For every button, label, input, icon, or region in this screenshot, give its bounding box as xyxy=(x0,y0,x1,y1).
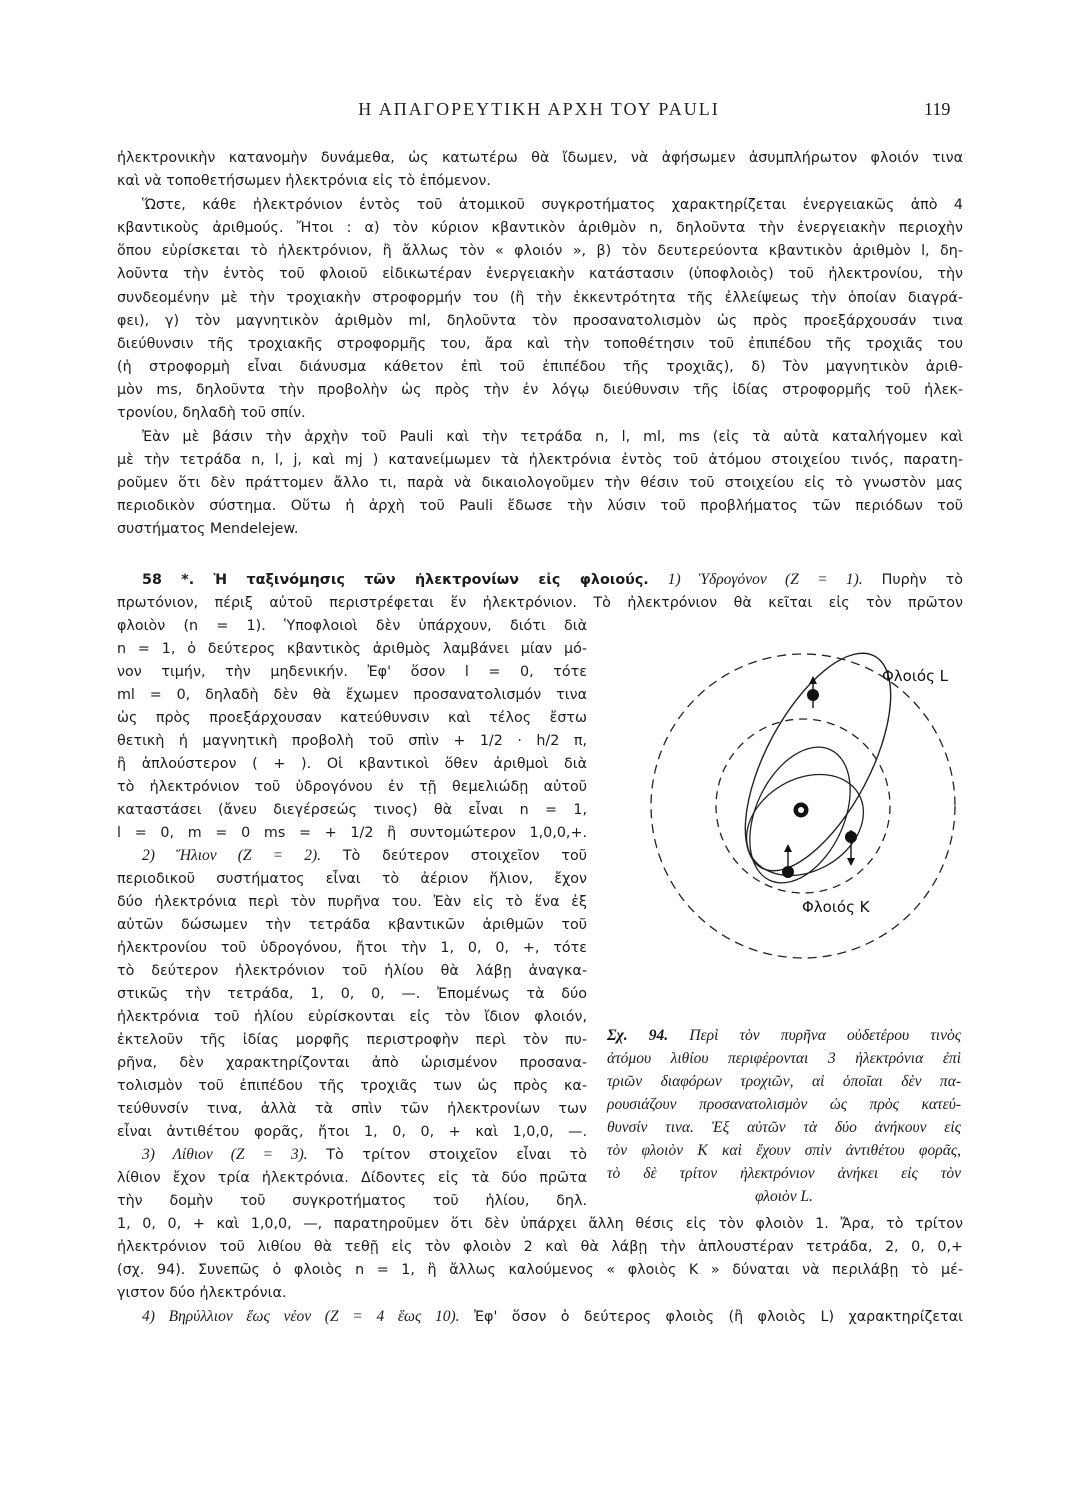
text-line: πρωτόνιον, πέριξ αὐτοῦ περιστρέφεται ἕν ἠλεκτρόνιον. Τὸ ἠλεκτρόνιον θὰ κεῖται εἰς τὸν πρῶτον xyxy=(117,595,963,611)
figure-caption-line: τριῶν διαφόρων τροχιῶν, αἱ ὁποῖαι δὲν πα- xyxy=(607,1073,961,1090)
text-line: φει), γ) τὸν μαγνητικὸν ἀριθμὸν ml, δηλοῦντα τὸν προσανατολισμὸν ὡς πρὸς προεξάρχουσάν τινα xyxy=(117,313,963,329)
text-fragment: Ἐφ' ὅσον ὁ δεύτερος φλοιὸς (ἢ φλοιὸς L) χαρακτηρίζεται xyxy=(473,1309,964,1325)
figure-caption-line xyxy=(607,1025,961,1047)
text-line: διεύθυνσιν τῆς τροχιακῆς στροφορμῆς του, ἄρα καὶ τὴν τοποθέτησιν τοῦ ἐπιπέδου τῆς τροχιᾶς του xyxy=(117,336,963,352)
running-header: Η ΑΠΑΓΟΡΕΥΤΙΚΗ ΑΡΧΗ ΤΟΥ PAULI xyxy=(358,99,720,119)
page-number: 119 xyxy=(924,99,951,119)
text-line: κβαντικοὺς ἀριθμούς. Ἤτοι : α) τὸν κύριον κβαντικὸν ἀριθμὸν n, δηλοῦντα τὴν ἐνεργειακὴν περιοχὴν xyxy=(117,220,963,236)
text-line: ἠλεκτρόνια τοῦ ἡλίου εὑρίσκονται εἰς τὸν ἴδιον φλοιόν, xyxy=(117,1009,587,1025)
caption-fragment: Περὶ τὸν πυρῆνα οὐδετέρου τινὸς xyxy=(689,1027,961,1044)
text-line: συστήματος Mendelejew. xyxy=(117,521,299,537)
figure-caption-line: τὸν φλοιὸν K καὶ ἔχουν σπὶν ἀντιθέτου φορᾶς, xyxy=(607,1142,961,1159)
text-fragment: Τὸ τρίτον στοιχεῖον εἶναι τὸ xyxy=(326,1147,587,1163)
hydrogen-label: 1) Ὑδρογόνον (Z = 1). xyxy=(667,571,863,588)
text-fragment: Πυρὴν τὸ xyxy=(881,572,964,588)
text-fragment: Τὸ δεύτερον στοιχεῖον τοῦ xyxy=(342,848,587,864)
text-line: τὴν δομὴν τοῦ συγκροτήματος τοῦ ἡλίου, δηλ. xyxy=(117,1193,587,1209)
shell-l-label: Φλοιός L xyxy=(882,667,949,685)
text-line: νον τιμήν, τὴν μηδενικήν. Ἐφ' ὅσον l = 0, τότε xyxy=(117,664,587,680)
text-line: συνδεομένην μὲ τὴν τροχιακὴν στροφορμήν του (ἢ τὴν ἐκκεντρότητα τῆς ἐλλείψεως τὴν ὁποίαν διαγρά- xyxy=(117,290,963,306)
figure-caption-line: τὸ δὲ τρίτον ἠλεκτρόνιον ἀνήκει εἰς τὸν xyxy=(607,1165,961,1182)
text-line: δύο ἠλεκτρόνια περὶ τὸν πυρῆνα του. Ἐὰν εἰς τὸ ἕνα ἐξ xyxy=(117,894,587,910)
text-line: ἢ ἁπλούστερον ( + ). Οἱ κβαντικοὶ ὅθεν ἀριθμοὶ διὰ xyxy=(117,756,587,772)
text-line xyxy=(142,1307,963,1327)
figure-caption-line: ἀτόμου λιθίου περιφέρονται 3 ἠλεκτρόνια ἐπὶ xyxy=(607,1050,961,1067)
text-line: καταστάσει (ἄνευ διεγέρσεώς τινος) θὰ εἶναι n = 1, xyxy=(117,802,587,818)
text-line: ροῦμεν ὅτι δὲν πράττομεν ἄλλο τι, παρὰ νὰ δικαιολογοῦμεν τὴν θέσιν τοῦ στοιχείου εἰς τὸ γνωστὸν μας xyxy=(117,475,963,491)
shell-k-label: Φλοιός K xyxy=(802,898,870,916)
lithium-atom-diagram xyxy=(620,640,965,1020)
figure-number: Σχ. 94. xyxy=(607,1027,669,1044)
text-line: λοῦντα τὴν ἐντὸς τοῦ φλοιοῦ εἰδικωτέραν ἐνεργειακὴν κατάστασιν (ὑποφλοιὸς) τοῦ ἠλεκτρονίου, τὴν xyxy=(117,266,963,282)
text-line: l = 0, m = 0 ms = + 1/2 ἢ συντομώτερον 1,0,0,+. xyxy=(117,825,587,841)
figure-caption-line: ρουσιάζουν προσανατολισμὸν ὡς πρὸς κατεύ- xyxy=(607,1096,961,1113)
section-heading-line xyxy=(142,570,963,590)
text-line: ὡς πρὸς προεξάρχουσαν κατεύθυνσιν καὶ τέλος ἔστω xyxy=(117,710,587,726)
spin-arrow-head xyxy=(784,844,792,852)
text-line: Ἐὰν μὲ βάσιν τὴν ἀρχὴν τοῦ Pauli καὶ τὴν τετράδα n, l, ml, ms (εἰς τὰ αὐτὰ καταλήγομεν καὶ xyxy=(142,429,963,445)
text-line xyxy=(142,1145,587,1165)
nucleus-highlight xyxy=(798,807,804,813)
text-line: τὸ ἠλεκτρόνιον τοῦ ὑδρογόνου ἐν τῇ θεμελιώδῃ αὐτοῦ xyxy=(117,779,587,795)
text-line: εἶναι ἀντιθέτου φορᾶς, ἤτοι 1, 0, 0, + καὶ 1,0,0, —. xyxy=(117,1124,587,1140)
text-line: λίθιον ἔχον τρία ἠλεκτρόνια. Δίδοντες εἰς τὰ δύο πρῶτα xyxy=(117,1170,587,1186)
text-line: 1, 0, 0, + καὶ 1,0,0, —, παρατηροῦμεν ὅτι δὲν ὑπάρχει ἄλλη θέσις εἰς τὸν φλοιὸν 1. Ἄρα, τὸ τρίτον xyxy=(117,1216,963,1232)
text-line: (σχ. 94). Συνεπῶς ὁ φλοιὸς n = 1, ἢ ἄλλως καλούμενος « φλοιὸς K » δύναται νὰ περιλάβῃ τὸ μέ- xyxy=(117,1262,963,1278)
text-line: θετικὴ ἡ μαγνητικὴ προβολὴ τοῦ σπὶν + 1/2 · h/2 π, xyxy=(117,733,587,749)
text-line: καὶ νὰ τοποθετήσωμεν ἠλεκτρόνια εἰς τὸ ἑπόμενον. xyxy=(117,173,491,189)
text-line: τολισμὸν τοῦ ἐπιπέδου τῆς τροχιᾶς των ὡς πρὸς κα- xyxy=(117,1078,587,1094)
text-line: τεύθυνσίν τινα, ἀλλὰ τὰ σπὶν τῶν ἠλεκτρονίων των xyxy=(117,1101,587,1117)
text-line: n = 1, ὁ δεύτερος κβαντικὸς ἀριθμὸς λαμβάνει μίαν μό- xyxy=(117,641,587,657)
text-line: αὐτῶν δώσωμεν τὴν τετράδα κβαντικῶν ἀριθμῶν τοῦ xyxy=(117,917,587,933)
text-line: τρονίου, δηλαδὴ τοῦ σπίν. xyxy=(117,405,306,421)
text-line: (ἡ στροφορμὴ εἶναι διάνυσμα κάθετον ἐπὶ τοῦ ἐπιπέδου τῆς τροχιᾶς), δ) Τὸν μαγνητικὸν ἀριθ- xyxy=(117,359,963,375)
text-line: στικῶς τὴν τετράδα, 1, 0, 0, —. Ἐπομένως τὰ δύο xyxy=(117,986,587,1002)
section-heading: 58 *. Ἡ ταξινόμησις τῶν ἠλεκτρονίων εἰς φλοιούς. xyxy=(142,572,649,588)
figure-caption-line: φλοιὸν L. xyxy=(754,1188,814,1205)
text-line: περιοδικὸν σύστημα. Οὕτω ἡ ἀρχὴ τοῦ Pauli ἔδωσε τὴν λύσιν τοῦ προβλήματος τῶν περιόδων τοῦ xyxy=(117,498,963,514)
text-line: μὲ τὴν τετράδα n, l, j, καὶ mj ) κατανείμωμεν τὰ ἠλεκτρόνια ἐντὸς τοῦ ἀτόμου στοιχείου τινός, παρατη- xyxy=(117,452,963,468)
text-line: φλοιὸν (n = 1). Ὑποφλοιοὶ δὲν ὑπάρχουν, διότι διὰ xyxy=(117,618,587,634)
lithium-label: 3) Λίθιον (Z = 3). xyxy=(142,1146,308,1163)
text-line: περιοδικοῦ συστήματος εἶναι τὸ ἀέριον ἥλιον, ἔχον xyxy=(117,871,587,887)
beryllium-label: 4) Βηρύλλιον ἕως νέον (Z = 4 ἕως 10). xyxy=(142,1308,460,1325)
text-line: Ὥστε, κάθε ἠλεκτρόνιον ἐντὸς τοῦ ἀτομικοῦ συγκροτήματος χαρακτηρίζεται ἐνεργειακῶς ἀπὸ 4 xyxy=(142,197,963,213)
text-line xyxy=(142,846,587,866)
text-line: ρῆνα, δὲν χαρακτηρίζονται ἀπὸ ὡρισμένον προσανα- xyxy=(117,1055,587,1071)
text-line: ὅπου εὑρίσκεται τὸ ἠλεκτρόνιον, ἢ ἄλλως τὸν « φλοιόν », β) τὸν δευτερεύοντα κβαντικὸν ἀριθμὸν l, δη- xyxy=(117,243,963,259)
figure-caption-line: θυνσίν τινα. Ἐξ αὐτῶν τὰ δύο ἀνήκουν εἰς xyxy=(607,1119,961,1136)
helium-label: 2) Ἥλιον (Z = 2). xyxy=(142,847,322,864)
spin-arrow-head xyxy=(847,858,855,866)
text-line: γιστον δύο ἠλεκτρόνια. xyxy=(117,1285,287,1301)
text-line: ἐκτελοῦν τῆς ἰδίας μορφῆς περιστροφὴν περὶ τὸν πυ- xyxy=(117,1032,587,1048)
text-line: ml = 0, δηλαδὴ δὲν θὰ ἔχωμεν προσανατολισμόν τινα xyxy=(117,687,587,703)
text-line: ἠλεκτρόνιον τοῦ λιθίου θὰ τεθῇ εἰς τὸν φλοιὸν 2 καὶ θὰ λάβῃ τὴν ἁπλουστέραν τετράδα, 2, 0, 0,+ xyxy=(117,1239,963,1255)
text-line: μὸν ms, δηλοῦντα τὴν προβολὴν ὡς πρὸς τὴν ἐν λόγῳ διεύθυνσιν τῆς ἰδίας στροφορμῆς τοῦ ἠλεκ- xyxy=(117,382,963,398)
text-line: ἠλεκτρονικὴν κατανομὴν δυνάμεθα, ὡς κατωτέρω θὰ ἴδωμεν, νὰ ἀφήσωμεν ἀσυμπλήρωτον φλοιόν τινα xyxy=(117,150,963,166)
text-line: ἠλεκτρονίου τοῦ ὑδρογόνου, ἤτοι τὴν 1, 0, 0, +, τότε xyxy=(117,940,587,956)
text-line: τὸ δεύτερον ἠλεκτρόνιον τοῦ ἡλίου θὰ λάβῃ ἀναγκα- xyxy=(117,963,587,979)
